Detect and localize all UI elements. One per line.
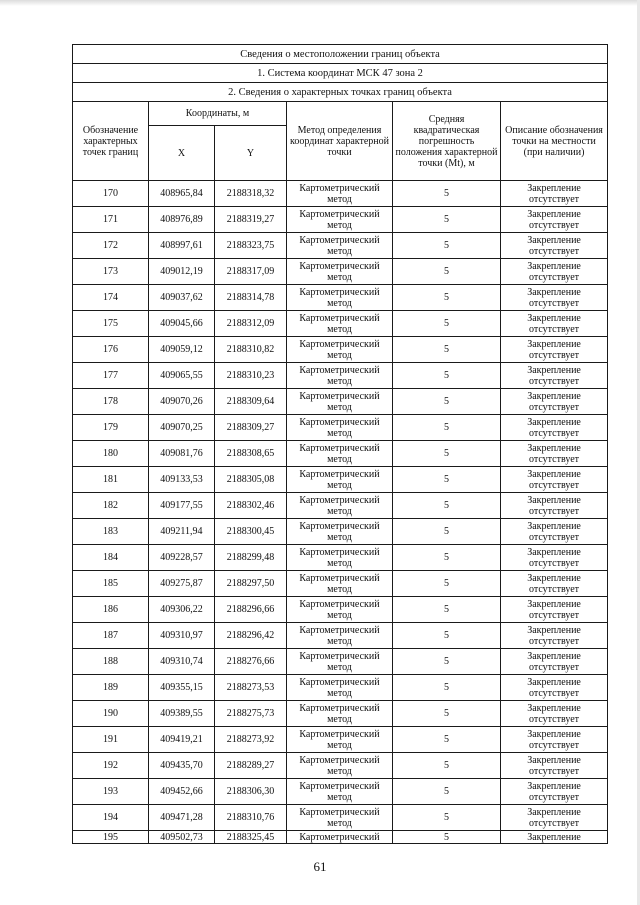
table-row [73,519,608,545]
method: Картометрический метод [287,623,393,649]
coord-x: 409310,74 [149,649,215,675]
point-number: 174 [73,285,149,311]
method: Картометрический метод [287,779,393,805]
point-number: 187 [73,623,149,649]
description: Закрепление отсутствует [501,337,608,363]
mean-error: 5 [393,675,501,701]
coord-x: 409275,87 [149,571,215,597]
coord-x: 409065,55 [149,363,215,389]
col-y-header: Y [215,126,287,181]
mean-error: 5 [393,571,501,597]
page-top-edge [0,0,640,6]
point-number: 178 [73,389,149,415]
table-row [73,675,608,701]
mean-error: 5 [393,311,501,337]
description: Закрепление отсутствует [501,233,608,259]
table-row [73,415,608,441]
method: Картометрический метод [287,727,393,753]
point-number: 189 [73,675,149,701]
table-row [73,701,608,727]
point-number: 170 [73,181,149,207]
point-number: 186 [73,597,149,623]
method: Картометрический метод [287,805,393,831]
coord-y: 2188309,27 [215,415,287,441]
coord-x: 409070,26 [149,389,215,415]
coordinate-system: 1. Система координат МСК 47 зона 2 [73,64,608,83]
mean-error: 5 [393,727,501,753]
point-number: 171 [73,207,149,233]
method: Картометрический метод [287,571,393,597]
method: Картометрический метод [287,441,393,467]
description: Закрепление отсутствует [501,311,608,337]
description: Закрепление отсутствует [501,675,608,701]
col-coords-header: Координаты, м [149,102,287,126]
description: Закрепление отсутствует [501,467,608,493]
coord-x: 409177,55 [149,493,215,519]
coord-x: 409070,25 [149,415,215,441]
method: Картометрический метод [287,415,393,441]
table-row [73,207,608,233]
mean-error: 5 [393,519,501,545]
point-number: 181 [73,467,149,493]
description: Закрепление отсутствует [501,805,608,831]
coord-x: 409059,12 [149,337,215,363]
method: Картометрический метод [287,285,393,311]
point-number: 190 [73,701,149,727]
description: Закрепление отсутствует [501,545,608,571]
method: Картометрический метод [287,259,393,285]
coord-x: 409502,73 [149,831,215,844]
mean-error: 5 [393,285,501,311]
description: Закрепление отсутствует [501,389,608,415]
coord-y: 2188300,45 [215,519,287,545]
coord-y: 2188276,66 [215,649,287,675]
coord-y: 2188319,27 [215,207,287,233]
coord-y: 2188317,09 [215,259,287,285]
point-number: 176 [73,337,149,363]
coord-y: 2188310,23 [215,363,287,389]
point-number: 184 [73,545,149,571]
description: Закрепление отсутствует [501,259,608,285]
coord-y: 2188309,64 [215,389,287,415]
table-row [73,779,608,805]
mean-error: 5 [393,441,501,467]
coord-x: 409081,76 [149,441,215,467]
method: Картометрический метод [287,493,393,519]
coord-y: 2188305,08 [215,467,287,493]
coord-x: 408965,84 [149,181,215,207]
col-error-header: Средняя квадратическая погрешность положения характерной точки (Mt), м [393,102,501,181]
description: Закрепление отсутствует [501,727,608,753]
point-number: 182 [73,493,149,519]
point-number: 183 [73,519,149,545]
point-number: 180 [73,441,149,467]
description: Закрепление отсутствует [501,493,608,519]
coord-y: 2188289,27 [215,753,287,779]
mean-error: 5 [393,233,501,259]
description: Закрепление отсутствует [501,519,608,545]
table-row [73,389,608,415]
mean-error: 5 [393,337,501,363]
method: Картометрический метод [287,545,393,571]
coord-x: 409435,70 [149,753,215,779]
section-title: 2. Сведения о характерных точках границ объекта [73,83,608,102]
method: Картометрический метод [287,389,393,415]
coord-x: 409419,21 [149,727,215,753]
page-number: 61 [313,859,327,874]
table-row [73,259,608,285]
mean-error: 5 [393,545,501,571]
table-row [73,597,608,623]
table-row [73,545,608,571]
coord-y: 2188310,76 [215,805,287,831]
coord-x: 409306,22 [149,597,215,623]
mean-error: 5 [393,779,501,805]
coord-x: 408997,61 [149,233,215,259]
method: Картометрический метод [287,597,393,623]
table-row [73,337,608,363]
table-row [73,649,608,675]
coord-y: 2188308,65 [215,441,287,467]
coord-y: 2188296,66 [215,597,287,623]
boundary-points-table [72,44,608,844]
method: Картометрический метод [287,649,393,675]
description: Закрепление отсутствует [501,779,608,805]
table-title: Сведения о местоположении границ объекта [73,45,608,64]
coord-x: 409228,57 [149,545,215,571]
point-number: 185 [73,571,149,597]
coord-y: 2188299,48 [215,545,287,571]
point-number: 173 [73,259,149,285]
coord-x: 408976,89 [149,207,215,233]
point-number: 193 [73,779,149,805]
table-row [73,727,608,753]
method: Картометрический метод [287,519,393,545]
coord-y: 2188310,82 [215,337,287,363]
method: Картометрический метод [287,337,393,363]
table-row [73,181,608,207]
mean-error: 5 [393,415,501,441]
point-number: 177 [73,363,149,389]
coord-y: 2188275,73 [215,701,287,727]
point-number: 172 [73,233,149,259]
description: Закрепление отсутствует [501,415,608,441]
coord-y: 2188302,46 [215,493,287,519]
description: Закрепление отсутствует [501,441,608,467]
method: Картометрический метод [287,753,393,779]
mean-error: 5 [393,181,501,207]
method: Картометрический метод [287,311,393,337]
method: Картометрический метод [287,233,393,259]
method: Картометрический метод [287,701,393,727]
table-row [73,831,608,844]
point-number: 195 [73,831,149,844]
description: Закрепление отсутствует [501,597,608,623]
coord-x: 409471,28 [149,805,215,831]
coord-y: 2188273,92 [215,727,287,753]
table-row [73,441,608,467]
col-x-header: X [149,126,215,181]
description: Закрепление отсутствует [501,207,608,233]
coord-y: 2188297,50 [215,571,287,597]
coord-y: 2188318,32 [215,181,287,207]
mean-error: 5 [393,207,501,233]
table-row [73,571,608,597]
coord-y: 2188325,45 [215,831,287,844]
point-number: 194 [73,805,149,831]
mean-error: 5 [393,467,501,493]
mean-error: 5 [393,493,501,519]
table-row [73,753,608,779]
method: Картометрический [287,831,393,844]
point-number: 179 [73,415,149,441]
coord-x: 409452,66 [149,779,215,805]
coord-y: 2188312,09 [215,311,287,337]
mean-error: 5 [393,389,501,415]
description: Закрепление отсутствует [501,753,608,779]
table-row [73,805,608,831]
coord-x: 409037,62 [149,285,215,311]
description: Закрепление отсутствует [501,649,608,675]
mean-error: 5 [393,701,501,727]
mean-error: 5 [393,623,501,649]
coord-x: 409133,53 [149,467,215,493]
col-method-header: Метод определения координат характерной точки [287,102,393,181]
coord-x: 409310,97 [149,623,215,649]
mean-error: 5 [393,831,501,844]
point-number: 192 [73,753,149,779]
mean-error: 5 [393,259,501,285]
point-number: 175 [73,311,149,337]
table-row [73,467,608,493]
mean-error: 5 [393,753,501,779]
coord-y: 2188314,78 [215,285,287,311]
description: Закрепление отсутствует [501,363,608,389]
coord-x: 409355,15 [149,675,215,701]
table-row [73,233,608,259]
description: Закрепление отсутствует [501,181,608,207]
description: Закрепление отсутствует [501,701,608,727]
method: Картометрический метод [287,675,393,701]
description: Закрепление [501,831,608,844]
mean-error: 5 [393,649,501,675]
table-row [73,623,608,649]
point-number: 188 [73,649,149,675]
coord-y: 2188306,30 [215,779,287,805]
coord-x: 409211,94 [149,519,215,545]
mean-error: 5 [393,597,501,623]
description: Закрепление отсутствует [501,285,608,311]
table-row [73,285,608,311]
coord-x: 409012,19 [149,259,215,285]
table-row [73,311,608,337]
coord-y: 2188323,75 [215,233,287,259]
coord-x: 409045,66 [149,311,215,337]
mean-error: 5 [393,805,501,831]
mean-error: 5 [393,363,501,389]
method: Картометрический метод [287,363,393,389]
table-row [73,493,608,519]
method: Картометрический метод [287,207,393,233]
coord-x: 409389,55 [149,701,215,727]
col-point-header: Обозначение характерных точек границ [73,102,149,181]
col-desc-header: Описание обозначения точки на местности (при наличии) [501,102,608,181]
table-row [73,363,608,389]
description: Закрепление отсутствует [501,571,608,597]
coord-y: 2188296,42 [215,623,287,649]
point-number: 191 [73,727,149,753]
method: Картометрический метод [287,467,393,493]
description: Закрепление отсутствует [501,623,608,649]
coord-y: 2188273,53 [215,675,287,701]
method: Картометрический метод [287,181,393,207]
